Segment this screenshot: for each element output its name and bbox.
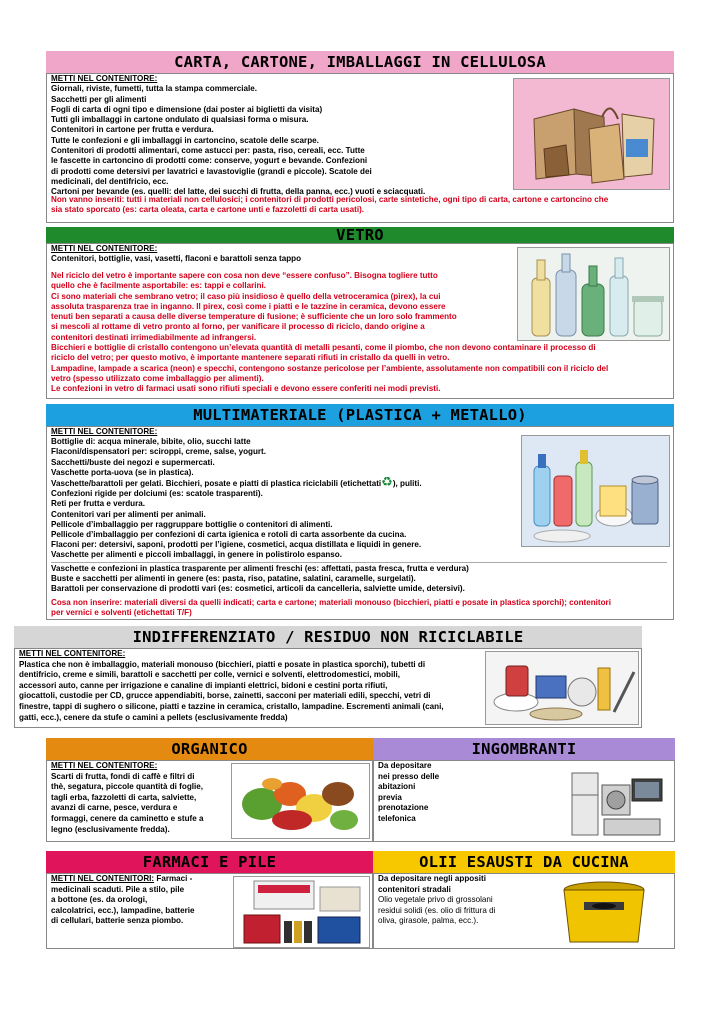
olii-header bbox=[373, 851, 675, 873]
organico-line: tagli erba, fazzoletti di carta, salviette, bbox=[51, 792, 197, 802]
farmaci-first-rest: Farmaci - bbox=[154, 874, 193, 883]
vetro-warning-line: quello che è facilmente asportabile: es: tappi e collarini. bbox=[51, 281, 266, 291]
farmaci-section bbox=[46, 873, 373, 949]
organico-text bbox=[51, 761, 229, 835]
oil-container-image bbox=[534, 876, 672, 948]
vetro-text bbox=[51, 244, 511, 265]
carta-title: CARTA, CARTONE, IMBALLAGGI IN CELLULOSA bbox=[174, 53, 546, 71]
farmaci-text bbox=[51, 874, 231, 927]
multi-line: Barattoli per conservazione di prodotti vari (es: cosmetici, articoli da cancelleria, salviette umide, detersivi). bbox=[51, 584, 465, 594]
carta-text bbox=[51, 74, 511, 198]
olii-line: residui solidi (es. olio di frittura di bbox=[378, 905, 496, 915]
olii-line-bold: Da depositare negli appositi bbox=[378, 874, 486, 883]
organico-section bbox=[46, 760, 373, 842]
ingombranti-line: nei presso delle bbox=[378, 771, 440, 781]
vetro-warning-line: assoluta trasparenza trae in inganno. Il pirex, così come i piatti e le tazzine in ceramica, devono essere bbox=[51, 301, 446, 311]
recycle-icon: ♻ bbox=[381, 475, 393, 491]
carta-line: di prodotti come detersivi per lavatrici e lavastoviglie (grandi e piccole). Scatole dei bbox=[51, 166, 372, 176]
multi-warning bbox=[51, 598, 671, 619]
carta-header bbox=[46, 51, 674, 73]
indiff-label: METTI NEL CONTENITORE: bbox=[19, 649, 126, 658]
multi-line: Vaschette per alimenti e piccoli imballaggi, in genere in polistirolo espanso. bbox=[51, 550, 343, 560]
multi-title: MULTIMATERIALE (PLASTICA + METALLO) bbox=[193, 406, 527, 424]
indiff-text bbox=[19, 649, 489, 723]
vetro-warning-line: Ci sono materiali che sembrano vetro; il caso più insidioso è quello della vetroceramica (pirex), la cui bbox=[51, 291, 441, 301]
carta-section bbox=[46, 73, 674, 223]
farmaci-line: calcolatrici, ecc.), lampadine, batterie bbox=[51, 905, 195, 915]
carta-line: Sacchetti per gli alimenti bbox=[51, 94, 147, 104]
ingombranti-title: INGOMBRANTI bbox=[471, 740, 577, 758]
ingombranti-line: prenotazione bbox=[378, 803, 429, 813]
ingombranti-section bbox=[373, 760, 675, 842]
ingombranti-text bbox=[378, 761, 456, 825]
vetro-warning-line: riciclo del vetro; per questo motivo, è importante mantenere separati rifiuti in cristallo da quelli in vetro. bbox=[51, 353, 450, 363]
vetro-warning-line: Nel riciclo del vetro è importante sapere con cosa non deve “essere confuso”. Bisogna togliere tutto bbox=[51, 271, 438, 280]
organico-header bbox=[46, 738, 373, 760]
olii-line: oliva, girasole, palma, ecc.). bbox=[378, 916, 479, 926]
indiff-section bbox=[14, 648, 642, 728]
multi-line: Buste e sacchetti per alimenti in genere (es: pasta, riso, patatine, salatini, caramelle, surgelati). bbox=[51, 573, 416, 583]
vetro-warning-line: vetro (spesso utilizzato come imballaggio per alimenti). bbox=[51, 373, 264, 383]
vetro-line: Contenitori, bottiglie, vasi, vasetti, flaconi e barattoli senza tappo bbox=[51, 254, 302, 264]
farmaci-first-line bbox=[51, 874, 231, 885]
ingombranti-header bbox=[373, 738, 675, 760]
carta-line: Cartoni per bevande (es. quelli: del latte, dei succhi di frutta, della panna, ecc.) vuoti e sciacquati. bbox=[51, 187, 426, 197]
indiff-line: finestre, tappi di sughero o silicone, piatti e tazzine in ceramica, cristallo, lampadine. Escrementi animali (cani, bbox=[19, 701, 444, 711]
multi-line: Sacchetti/buste dei negozi e supermercati. bbox=[51, 457, 215, 467]
carta-warning-line: sia stato sporcato (es: carta oleata, carta e cartone unti e fazzoletti di carta usati). bbox=[51, 205, 365, 215]
multi-line: Contenitori vari per alimenti per animali. bbox=[51, 509, 206, 519]
organico-line: thè, segatura, piccole quantità di foglie, bbox=[51, 782, 204, 792]
organico-line: legno (esclusivamente fredda). bbox=[51, 824, 170, 834]
carta-line: Fogli di carta di ogni tipo e dimensione (dai poster ai biglietti da visita) bbox=[51, 104, 323, 114]
plastic-containers-image bbox=[521, 435, 670, 547]
indiff-line: dentifricio, creme e simili, barattoli e sacchetti per colle, vernici e solventi, elettrodomestici, mobili, bbox=[19, 670, 400, 680]
olii-text bbox=[378, 874, 528, 927]
indiff-title: INDIFFERENZIATO / RESIDUO NON RICICLABILE bbox=[132, 628, 524, 646]
multi-line: Flaconi/dispensatori per: sciroppi, creme, salse, yogurt. bbox=[51, 447, 266, 457]
medicines-batteries-image bbox=[233, 876, 370, 948]
olii-title: OLII ESAUSTI DA CUCINA bbox=[419, 853, 629, 871]
multi-line: Confezioni rigide per dolciumi (es: scatole trasparenti). bbox=[51, 489, 263, 499]
farmaci-line: di cellulari, batterie senza piombo. bbox=[51, 916, 184, 926]
ingombranti-line: Da depositare bbox=[378, 761, 432, 770]
multi-line: Pellicole d’imballaggio per raggruppare bottiglie o contenitori di alimenti. bbox=[51, 519, 333, 529]
multi-line: Vaschette e confezioni in plastica trasparente per alimenti freschi (es: affettati, pasta fresca, frutta e verdura) bbox=[51, 563, 469, 573]
carta-line: Tutte le confezioni e gli imballaggi in cartoncino, scatole delle scarpe. bbox=[51, 135, 319, 145]
vetro-warning-line: Lampadine, lampade a scarica (neon) e specchi, contengono sostanze pericolose per l’ambiente, assolutamente non compatibili con il riciclo del bbox=[51, 363, 609, 373]
vetro-label: METTI NEL CONTENITORE: bbox=[51, 244, 158, 253]
indiff-line: gatti, ecc.), cenere da stufe o camini a pellets (esclusivamente fredda) bbox=[19, 712, 288, 722]
multi-warning-line: Cosa non inserire: materiali diversi da quelli indicati; carta e cartone; materiali monouso (bicchieri, piatti e posate in plastica sporchi); contenitori bbox=[51, 598, 611, 607]
carta-line: Giornali, riviste, fumetti, tutta la stampa commerciale. bbox=[51, 84, 258, 94]
indiff-line: Plastica che non è imballaggio, materiali monouso (bicchieri, piatti e posate in plastica sporchi), tubetti di bbox=[19, 659, 426, 669]
vetro-warning-line: Bicchieri e bottiglie di cristallo contengono un’elevata quantità di metalli pesanti, come il piombo, che non devono contaminare il processo di bbox=[51, 343, 596, 353]
mixed-waste-image bbox=[485, 651, 639, 725]
glass-bottles-image bbox=[517, 247, 670, 341]
farmaci-header bbox=[46, 851, 373, 873]
farmaci-line: medicinali scaduti. Pile a stilo, pile bbox=[51, 884, 185, 894]
multi-line: Vaschette porta-uova (se in plastica). bbox=[51, 467, 194, 477]
food-scraps-image bbox=[231, 763, 370, 839]
indiff-header bbox=[14, 626, 642, 648]
organico-label: METTI NEL CONTENITORE: bbox=[51, 761, 158, 770]
olii-line: Olio vegetale privo di grossolani bbox=[378, 895, 493, 905]
vetro-warning-line: si mescoli al rottame di vetro pronto al forno, per vanificare il processo di riciclo, dando origine a bbox=[51, 322, 425, 332]
vetro-warning-line: tenuti ben separati a causa delle diverse temperature di fusione; è sufficiente che un loro solo frammento bbox=[51, 312, 457, 322]
carta-line: le fascette in cartoncino di prodotti come: conserve, yogurt e bevande. Confezioni bbox=[51, 156, 368, 166]
carta-label: METTI NEL CONTENITORE: bbox=[51, 74, 158, 83]
organico-line: avanzi di carne, pesce, verdura e bbox=[51, 803, 178, 813]
indiff-line: giocattoli, custodie per CD, grucce appendiabiti, borse, zainetti, sacconi per materiali edili, specchi, vetri di bbox=[19, 691, 431, 701]
carta-line: medicinali, del dentifricio, ecc. bbox=[51, 176, 169, 186]
vetro-warning-line: Le confezioni in vetro di farmaci usati sono rifiuti speciali e devono essere conferiti nei modi previsti. bbox=[51, 384, 441, 394]
multi-label: METTI NEL CONTENITORE: bbox=[51, 427, 158, 436]
multi-line: Bottiglie di: acqua minerale, bibite, olio, succhi latte bbox=[51, 437, 251, 447]
vetro-warning-line: contenitori destinati irrimediabilmente ad infrangersi. bbox=[51, 332, 257, 342]
vetro-title: VETRO bbox=[336, 226, 384, 244]
carta-warning-line: Non vanno inseriti: tutti i materiali non cellulosici; i contenitori di prodotti pericolosi, carte sintetiche, ogni tipo di carta, cartone e cartoncino che bbox=[51, 195, 609, 204]
multi-line-recycle-b: ), puliti. bbox=[392, 479, 422, 489]
multi-line: Pellicole d’imballaggio per confezioni di carta igienica e rotoli di carta assorbente da cucina. bbox=[51, 530, 407, 540]
multi-warning-line: per vernici e solventi (etichettati T/F) bbox=[51, 608, 192, 618]
farmaci-line: a bottone (es. da orologi, bbox=[51, 895, 148, 905]
carta-line: Contenitori in cartone per frutta e verdura. bbox=[51, 125, 214, 135]
vetro-section bbox=[46, 243, 674, 399]
organico-title: ORGANICO bbox=[171, 740, 248, 758]
organico-line: Scarti di frutta, fondi di caffè e filtri di bbox=[51, 771, 195, 781]
organico-line: formaggi, cenere da caminetto e stufe a bbox=[51, 813, 204, 823]
olii-section bbox=[373, 873, 675, 949]
multi-line: Flaconi per: detersivi, saponi, prodotti per l’igiene, cosmetici, acqua distillata e liquidi in genere. bbox=[51, 540, 422, 550]
carta-line: Contenitori di prodotti alimentari, come astucci per: pasta, riso, cereali, ecc. Tutte bbox=[51, 146, 365, 156]
multi-line-recycle-a: Vaschette/barattoli per gelati. Bicchieri, posate e piatti di plastica riciclabili (etichettati bbox=[51, 479, 382, 489]
multi-line: Reti per frutta e verdura. bbox=[51, 499, 146, 509]
farmaci-title: FARMACI E PILE bbox=[142, 853, 277, 871]
cardboard-boxes-image bbox=[513, 78, 670, 190]
appliances-image bbox=[570, 765, 666, 839]
multi-header bbox=[46, 404, 674, 426]
ingombranti-line: abitazioni bbox=[378, 782, 416, 792]
multi-section bbox=[46, 426, 674, 620]
ingombranti-line: telefonica bbox=[378, 813, 416, 823]
ingombranti-line: previa bbox=[378, 792, 402, 802]
indiff-line: accessori auto, canne per irrigazione e canaline di impianti elettrici, bidoni e cestini porta rifiuti, bbox=[19, 680, 388, 690]
olii-line-bold: contenitori stradali bbox=[378, 884, 451, 894]
carta-line: Tutti gli imballaggi in cartone ondulato di qualsiasi forma o misura. bbox=[51, 115, 309, 125]
vetro-header bbox=[46, 227, 674, 243]
carta-warning bbox=[51, 195, 671, 216]
farmaci-label: METTI NEL CONTENITORI: bbox=[51, 874, 155, 883]
